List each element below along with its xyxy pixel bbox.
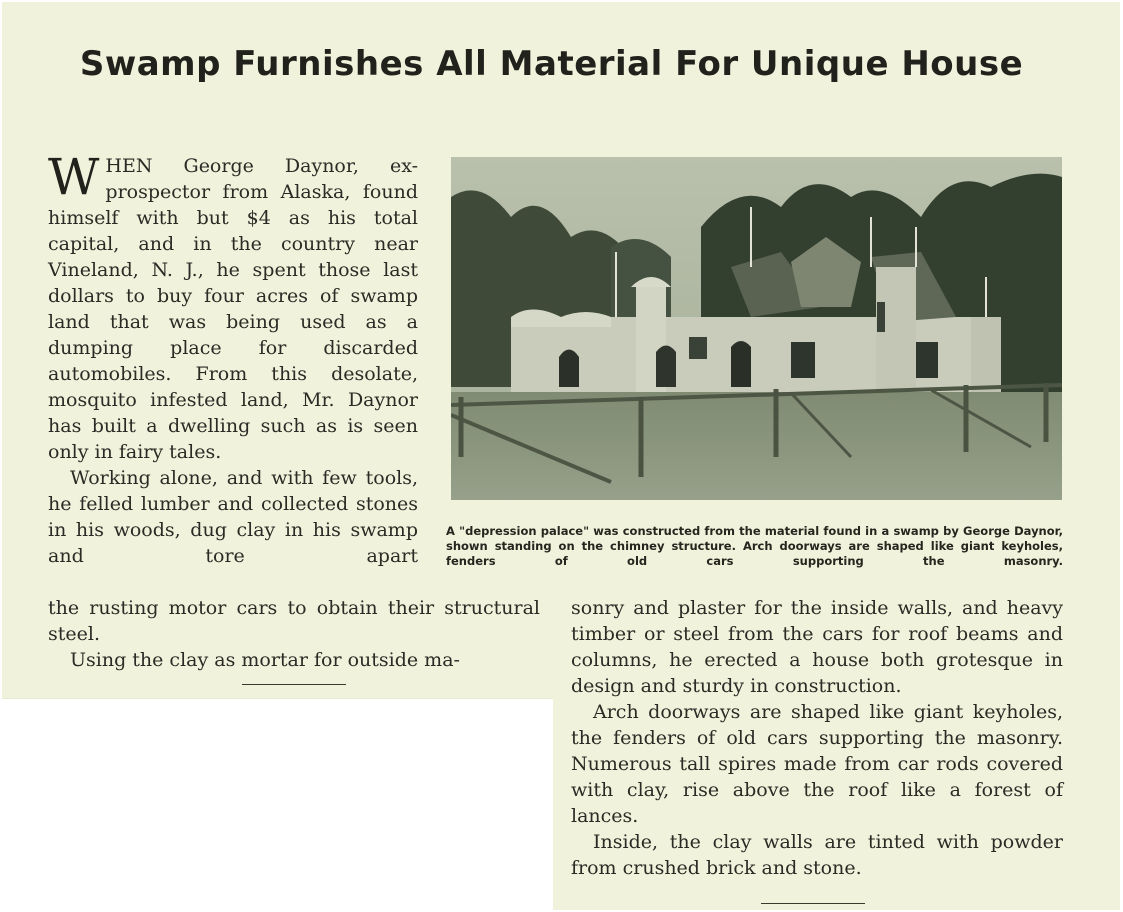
paragraph-working-alone: Working alone, and with few tools, he felled lumber and collected stones in his woods, dug clay in his swamp and tore apart	[48, 467, 418, 567]
paragraph-intro	[48, 148, 418, 465]
paragraph-working-alone-continued: the rusting motor cars to obtain their structural steel.	[48, 597, 540, 645]
end-rule-left	[242, 684, 346, 685]
right-column	[571, 595, 1063, 881]
paragraph-arch-doorways: Arch doorways are shaped like giant keyholes, the fenders of old cars supporting the masonry. Numerous tall spires made from car rods covered with clay, rise above the roof like a forest of lances.	[571, 701, 1063, 827]
photo-caption: A "depression palace" was constructed from the material found in a swamp by George Daynor, shown standing on the chimney structure. Arch doorways are shaped like giant keyholes, fenders of old cars supporting the masonry.	[446, 524, 1063, 568]
paragraph-inside-walls: Inside, the clay walls are tinted with powder from crushed brick and stone.	[571, 831, 1063, 879]
paragraph-intro-text: HEN George Daynor, ex-prospector from Alaska, found himself with but $4 as his total capital, and in the country near Vineland, N. J., he spent those last dollars to buy four acres of swamp land that was being used as a dumping place for discarded automobiles. From this desolate, mosquito infested land, Mr. Daynor has built a dwelling such as is seen only in fairy tales.	[48, 155, 418, 463]
paragraph-clay-mortar: Using the clay as mortar for outside ma-	[70, 649, 460, 671]
left-column-narrow	[48, 148, 418, 569]
house-photo-illustration	[451, 157, 1062, 500]
paragraph-clay-mortar-continued: sonry and plaster for the inside walls, and heavy timber or steel from the cars for roof beams and columns, he erected a house both grotesque in design and sturdy in construction.	[571, 597, 1063, 697]
left-column-wide	[48, 595, 540, 673]
house-photo	[451, 157, 1062, 500]
article-headline: Swamp Furnishes All Material For Unique House	[79, 44, 1024, 84]
end-rule-right	[761, 903, 865, 904]
drop-cap: W	[48, 148, 100, 206]
